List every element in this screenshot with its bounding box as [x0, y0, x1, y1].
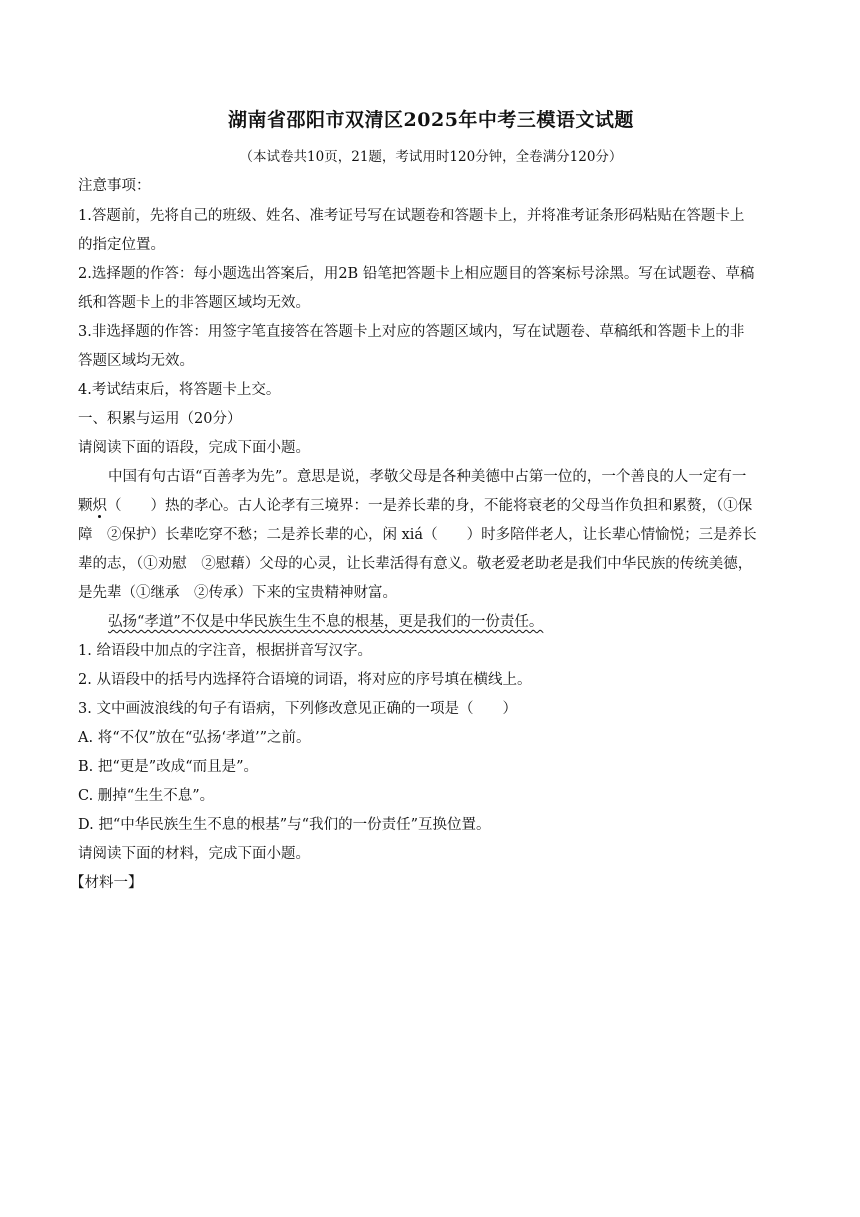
dotted-character: 炽 — [92, 498, 107, 514]
question: 3. 文中画波浪线的句子有语病，下列修改意见正确的一项是（ ） — [78, 701, 517, 717]
note-line: 答题区域均无效。 — [78, 353, 194, 369]
passage-line — [78, 612, 814, 632]
note-line: 3.非选择题的作答：用签字笔直接答在答题卡上对应的答题区域内，写在试题卷、草稿纸和答题卡上的非 — [78, 324, 745, 340]
passage-line: 辈的志，（①劝慰 ②慰藉）父母的心灵，让长辈活得有意义。敬老爱老助老是我们中华民族的传统美德， — [78, 556, 753, 572]
option-d: D. 把“中华民族生生不息的根基”与“我们的一份责任”互换位置。 — [78, 817, 491, 833]
instruction: 请阅读下面的语段，完成下面小题。 — [78, 440, 310, 456]
note-line: 2.选择题的作答：每小题选出答案后，用2B 铅笔把答题卡上相应题目的答案标号涂黑。写在试题卷、草稿 — [78, 266, 755, 282]
instruction: 请阅读下面的材料，完成下面小题。 — [78, 846, 310, 862]
question: 1. 给语段中加点的字注音，根据拼音写汉字。 — [78, 643, 372, 659]
passage-line: 中国有句古语“百善孝为先”。意思是说，孝敬父母是各种美德中占第一位的，一个善良的人一定有一 — [108, 469, 747, 485]
option-b: B. 把“更是”改成“而且是”。 — [78, 759, 259, 775]
note-line: 纸和答题卡上的非答题区域均无效。 — [78, 295, 310, 311]
exam-info: （本试卷共10页，21题，考试用时120分钟，全卷满分120分） — [239, 149, 623, 165]
passage-text: 颗 — [78, 498, 93, 514]
passage-line: 障 ②保护）长辈吃穿不愁；二是养长辈的心，闲 xiá（ ）时多陪伴老人，让长辈心情愉悦；三是养长 — [78, 527, 757, 543]
note-line: 的指定位置。 — [78, 237, 165, 253]
page-title: 湖南省邵阳市双清区2025年中考三模语文试题 — [228, 109, 634, 131]
material-heading: 【材料一】 — [70, 875, 143, 891]
question: 2. 从语段中的括号内选择符合语境的词语，将对应的序号填在横线上。 — [78, 672, 532, 688]
passage-text: （ ）热的孝心。古人论孝有三境界：一是养长辈的身，不能将衰老的父母当作负担和累赘，（①保 — [107, 498, 753, 514]
wavy-underlined-sentence: 弘扬“孝道”不仅是中华民族生生不息的根基，更是我们的一份责任。 — [108, 614, 544, 630]
section-heading: 一、积累与运用（20分） — [78, 411, 242, 427]
passage-line: 是先辈（①继承 ②传承）下来的宝贵精神财富。 — [78, 585, 397, 601]
option-c: C. 删掉“生生不息”。 — [78, 788, 215, 804]
note-line: 4.考试结束后，将答题卡上交。 — [78, 382, 281, 398]
passage-line — [78, 496, 784, 516]
note-line: 1.答题前，先将自己的班级、姓名、准考证号写在试题卷和答题卡上，并将准考证条形码粘贴在答题卡上 — [78, 208, 745, 224]
notice-heading: 注意事项： — [78, 178, 151, 194]
option-a: A. 将“不仅”放在“弘扬‘孝道’”之前。 — [78, 730, 311, 746]
